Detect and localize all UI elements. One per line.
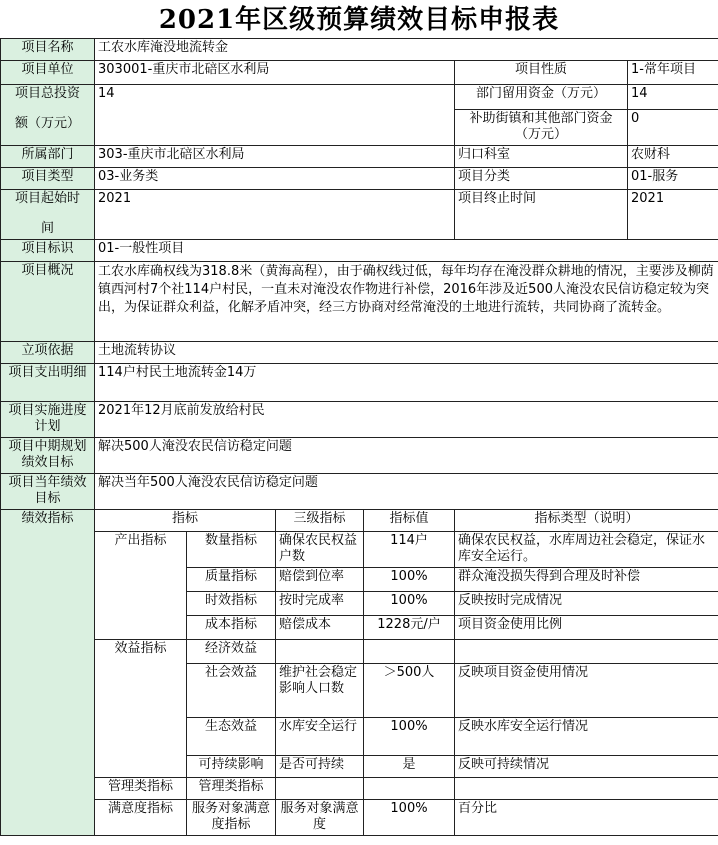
- row-annual-goal: [1, 474, 718, 510]
- row-satisfaction: [1, 800, 718, 836]
- value-project-category[interactable]: 01-服务: [628, 168, 718, 190]
- benefit-ecological-l2: 生态效益: [187, 718, 276, 756]
- header-type: 指标类型（说明）: [455, 510, 718, 532]
- output-cost-l2: 成本指标: [187, 616, 276, 640]
- output-timeliness-l2: 时效指标: [187, 592, 276, 616]
- benefit-sustainable-value[interactable]: 是: [364, 756, 455, 778]
- label-midterm-goal: 项目中期规划绩效目标: [1, 438, 95, 474]
- value-total-investment[interactable]: 14: [95, 85, 455, 146]
- row-project-unit: [1, 61, 718, 85]
- value-expense-detail[interactable]: 114户村民土地流转金14万: [95, 364, 718, 402]
- label-project-mark: 项目标识: [1, 240, 95, 262]
- satisfaction-value[interactable]: 100%: [364, 800, 455, 836]
- benefit-sustainable-desc[interactable]: 反映可持续情况: [455, 756, 718, 778]
- row-overview: [1, 262, 718, 342]
- label-project-name: 项目名称: [1, 39, 95, 61]
- label-total-investment-line1: 项目总投资: [14, 86, 80, 101]
- benefit-social-desc[interactable]: 反映项目资金使用情况: [455, 664, 718, 718]
- management-value[interactable]: [364, 778, 455, 800]
- benefit-ecological-value[interactable]: 100%: [364, 718, 455, 756]
- row-indicator-header: [1, 510, 718, 532]
- header-indicator: 指标: [95, 510, 276, 532]
- value-annual-goal[interactable]: 解决当年500人淹没农民信访稳定问题: [95, 474, 718, 510]
- satisfaction-desc[interactable]: 百分比: [455, 800, 718, 836]
- value-project-unit[interactable]: 303001-重庆市北碚区水利局: [95, 61, 455, 85]
- label-start-time-line1: 项目起始时: [14, 191, 80, 206]
- label-annual-goal: 项目当年绩效目标: [1, 474, 95, 510]
- output-cost-desc[interactable]: 项目资金使用比例: [455, 616, 718, 640]
- output-timeliness-l3: 按时完成率: [276, 592, 364, 616]
- row-total-investment: [1, 85, 718, 110]
- benefit-economic-l3: [276, 640, 364, 664]
- label-schedule: 项目实施进度计划: [1, 402, 95, 438]
- value-overview[interactable]: 工农水库确权线为318.8米（黄海高程），由于确权线过低，每年均存在淹没群众耕地的情况，主要涉及柳荫镇西河村7个社114户村民，一直未对淹没农作物进行补偿，2016年涉及近500人淹没农民信访稳定较为突出，为保证群众利益，化解矛盾冲突，经三方协商对经常淹没的土地进行流转，共同协商了流转金。: [95, 262, 718, 342]
- row-schedule: [1, 402, 718, 438]
- output-quantity-l2: 数量指标: [187, 532, 276, 568]
- output-quality-value[interactable]: 100%: [364, 568, 455, 592]
- value-schedule[interactable]: 2021年12月底前发放给村民: [95, 402, 718, 438]
- benefit-ecological-l3: 水库安全运行: [276, 718, 364, 756]
- label-project-type: 项目类型: [1, 168, 95, 190]
- label-total-investment-line2: 额（万元）: [14, 116, 80, 131]
- output-cost-value[interactable]: 1228元/户: [364, 616, 455, 640]
- row-output-quantity: [1, 532, 718, 568]
- output-timeliness-value[interactable]: 100%: [364, 592, 455, 616]
- label-overview: 项目概况: [1, 262, 95, 342]
- label-performance: 绩效指标: [1, 510, 95, 836]
- value-start-time[interactable]: 2021: [95, 190, 455, 240]
- value-department[interactable]: 303-重庆市北碚区水利局: [95, 146, 455, 168]
- label-project-category: 项目分类: [455, 168, 628, 190]
- output-quality-desc[interactable]: 群众淹没损失得到合理及时补偿: [455, 568, 718, 592]
- label-end-time: 项目终止时间: [455, 190, 628, 240]
- row-basis: [1, 342, 718, 364]
- value-project-nature[interactable]: 1-常年项目: [628, 61, 718, 85]
- value-end-time[interactable]: 2021: [628, 190, 718, 240]
- label-start-time: [1, 190, 95, 240]
- benefit-economic-desc[interactable]: [455, 640, 718, 664]
- benefit-social-l2: 社会效益: [187, 664, 276, 718]
- management-l2: 管理类指标: [187, 778, 276, 800]
- benefit-sustainable-l3: 是否可持续: [276, 756, 364, 778]
- output-quantity-l3: 确保农民权益户数: [276, 532, 364, 568]
- output-quality-l2: 质量指标: [187, 568, 276, 592]
- row-project-name: [1, 39, 718, 61]
- value-dept-retained[interactable]: 14: [628, 85, 718, 110]
- value-subsidy[interactable]: 0: [628, 110, 718, 146]
- value-project-mark[interactable]: 01-一般性项目: [95, 240, 718, 262]
- satisfaction-l3: 服务对象满意度: [276, 800, 364, 836]
- benefit-ecological-desc[interactable]: 反映水库安全运行情况: [455, 718, 718, 756]
- satisfaction-l2: 服务对象满意度指标: [187, 800, 276, 836]
- label-office: 归口科室: [455, 146, 628, 168]
- value-project-name[interactable]: 工农水库淹没地流转金: [95, 39, 718, 61]
- budget-form-table: [0, 38, 718, 836]
- output-quantity-value[interactable]: 114户: [364, 532, 455, 568]
- row-project-type: [1, 168, 718, 190]
- benefit-social-l3: 维护社会稳定影响人口数: [276, 664, 364, 718]
- label-management: 管理类指标: [95, 778, 187, 800]
- output-timeliness-desc[interactable]: 反映按时完成情况: [455, 592, 718, 616]
- management-l3: [276, 778, 364, 800]
- value-project-type[interactable]: 03-业务类: [95, 168, 455, 190]
- label-satisfaction: 满意度指标: [95, 800, 187, 836]
- label-output: 产出指标: [95, 532, 187, 640]
- header-value: 指标值: [364, 510, 455, 532]
- label-department: 所属部门: [1, 146, 95, 168]
- label-dept-retained: 部门留用资金（万元）: [455, 85, 628, 110]
- label-subsidy: 补助街镇和其他部门资金（万元）: [455, 110, 628, 146]
- label-project-nature: 项目性质: [455, 61, 628, 85]
- value-midterm-goal[interactable]: 解决500人淹没农民信访稳定问题: [95, 438, 718, 474]
- header-level3: 三级指标: [276, 510, 364, 532]
- label-benefit: 效益指标: [95, 640, 187, 778]
- row-benefit-economic: [1, 640, 718, 664]
- output-quantity-desc[interactable]: 确保农民权益，水库周边社会稳定，保证水库安全运行。: [455, 532, 718, 568]
- benefit-economic-l2: 经济效益: [187, 640, 276, 664]
- benefit-economic-value[interactable]: [364, 640, 455, 664]
- row-time: [1, 190, 718, 240]
- label-project-unit: 项目单位: [1, 61, 95, 85]
- row-midterm-goal: [1, 438, 718, 474]
- row-project-mark: [1, 240, 718, 262]
- benefit-sustainable-l2: 可持续影响: [187, 756, 276, 778]
- row-expense-detail: [1, 364, 718, 402]
- row-department: [1, 146, 718, 168]
- label-start-time-line2: 间: [40, 221, 54, 236]
- value-basis[interactable]: 土地流转协议: [95, 342, 718, 364]
- management-desc[interactable]: [455, 778, 718, 800]
- label-basis: 立项依据: [1, 342, 95, 364]
- label-total-investment: [1, 85, 95, 146]
- value-office[interactable]: 农财科: [628, 146, 718, 168]
- label-expense-detail: 项目支出明细: [1, 364, 95, 402]
- benefit-social-value[interactable]: ＞500人: [364, 664, 455, 718]
- row-management: [1, 778, 718, 800]
- page-title: 2021年区级预算绩效目标申报表: [158, 5, 560, 35]
- output-cost-l3: 赔偿成本: [276, 616, 364, 640]
- output-quality-l3: 赔偿到位率: [276, 568, 364, 592]
